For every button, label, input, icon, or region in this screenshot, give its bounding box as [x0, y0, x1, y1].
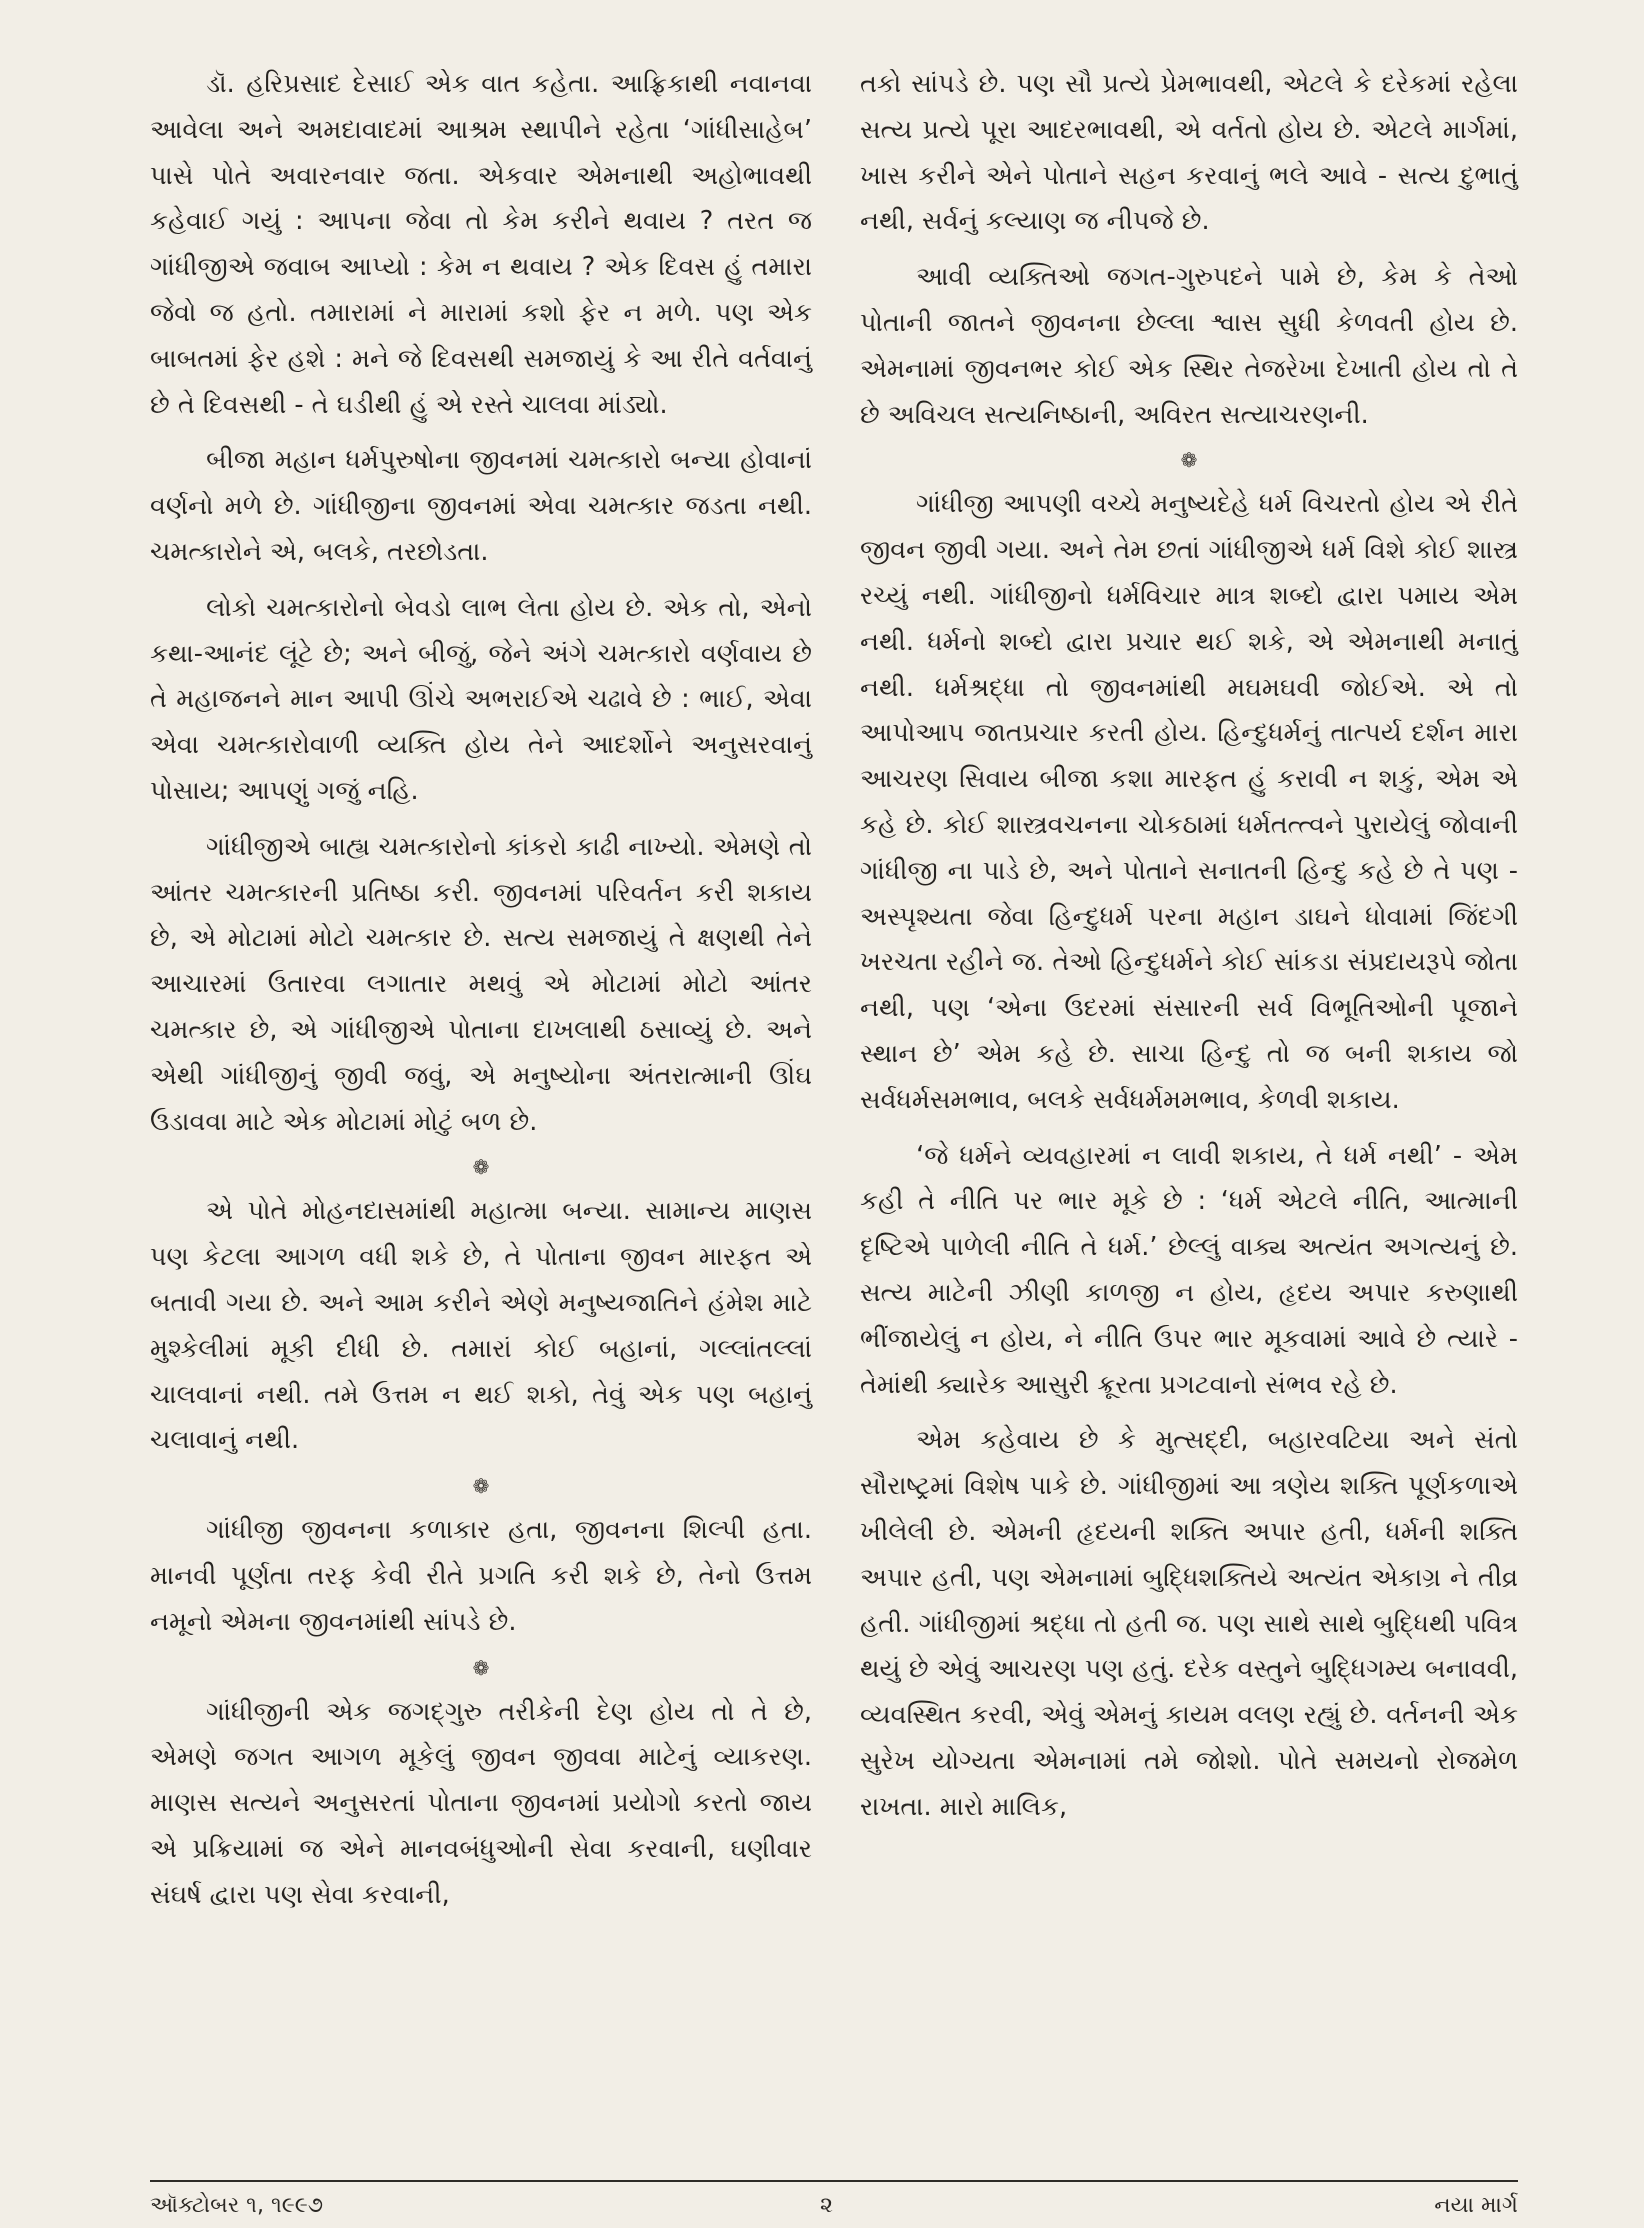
section-ornament-1: ❁	[472, 1155, 490, 1180]
left-paragraph-4: ગાંધીજીએ બાહ્ય ચમત્કારોનો કાંકરો કાઢી નાખ્યો. એમણે તો આંતર ચમત્કારની પ્રતિષ્ઠા કરી. જીવનમાં પરિવર્તન કરી શકાય છે, એ મોટામાં મોટો ચમત્કાર છે. સત્ય સમજાયું તે ક્ષણથી તેને આચારમાં ઉતારવા લગાતાર મથવું એ મોટામાં મોટો આંતર ચમત્કાર છે, એ ગાંધીજીએ પોતાના દાખલાથી ઠસાવ્યું છે. અને એથી ગાંધીજીનું જીવી જવું, એ મનુષ્યોના અંતરાત્માની ઊંઘ ઉડાવવા માટે એક મોટામાં મોટું બળ છે.	[150, 831, 812, 1137]
left-paragraph-6: ગાંધીજી જીવનના કળાકાર હતા, જીવનના શિલ્પી હતા. માનવી પૂર્ણતા તરફ કેવી રીતે પ્રગતિ કરી શકે છે, તેનો ઉત્તમ નમૂનો એમના જીવનમાંથી સાંપડે છે.	[150, 1515, 812, 1637]
right-paragraph-4: ‘જે ધર્મને વ્યવહારમાં ન લાવી શકાય, તે ધર્મ નથી’ - એમ કહી તે નીતિ પર ભાર મૂકે છે : ‘ધર્મ એટલે નીતિ, આત્માની દૃષ્ટિએ પાળેલી નીતિ તે ધર્મ.’ છેલ્લું વાક્ય અત્યંત અગત્યનું છે. સત્ય માટેની ઝીણી કાળજી ન હોય, હૃદય અપાર કરુણાથી ભીંજાયેલું ન હોય, ને નીતિ ઉપર ભાર મૂકવામાં આવે છે ત્યારે - તેમાંથી ક્યારેક આસુરી ક્રૂરતા પ્રગટવાનો સંભવ રહે છે.	[860, 1140, 1518, 1400]
left-column	[150, 62, 812, 1918]
publication-name: નયા માર્ગ	[1434, 2193, 1518, 2218]
footer-divider	[150, 2180, 1518, 2182]
left-paragraph-7: ગાંધીજીની એક જગદ્ગુરુ તરીકેની દેણ હોય તો તે છે, એમણે જગત આગળ મૂકેલું જીવન જીવવા માટેનું વ્યાકરણ. માણસ સત્યને અનુસરતાં પોતાના જીવનમાં પ્રયોગો કરતો જાય એ પ્રક્રિયામાં જ એને માનવબંધુઓની સેવા કરવાની, ઘણીવાર સંઘર્ષ દ્વારા પણ સેવા કરવાની,	[150, 1696, 812, 1910]
right-paragraph-3: ગાંધીજી આપણી વચ્ચે મનુષ્યદેહે ધર્મ વિચરતો હોય એ રીતે જીવન જીવી ગયા. અને તેમ છતાં ગાંધીજીએ ધર્મ વિશે કોઈ શાસ્ત્ર રચ્યું નથી. ગાંધીજીનો ધર્મવિચાર માત્ર શબ્દો દ્વારા પમાય એમ નથી. ધર્મનો શબ્દો દ્વારા પ્રચાર થઈ શકે, એ એમનાથી મનાતું નથી. ધર્મશ્રદ્ધા તો જીવનમાંથી મઘમઘવી જોઈએ. એ તો આપોઆપ જાતપ્રચાર કરતી હોય. હિન્દુધર્મનું તાત્પર્ય દર્શન મારા આચરણ સિવાય બીજા કશા મારફત હું કરાવી ન શકું, એમ એ કહે છે. કોઈ શાસ્ત્રવચનના ચોકઠામાં ધર્મતત્ત્વને પુરાયેલું જોવાની ગાંધીજી ના પાડે છે, અને પોતાને સનાતની હિન્દુ કહે છે તે પણ - અસ્પૃશ્યતા જેવા હિન્દુધર્મ પરના મહાન ડાઘને ધોવામાં જિંદગી ખરચતા રહીને જ. તેઓ હિન્દુધર્મને કોઈ સાંકડા સંપ્રદાયરૂપે જોતા નથી, પણ ‘એના ઉદરમાં સંસારની સર્વ વિભૂતિઓની પૂજાને સ્થાન છે’ એમ કહે છે. સાચા હિન્દુ તો જ બની શકાય જો સર્વધર્મસમભાવ, બલકે સર્વધર્મમમભાવ, કેળવી શકાય.	[860, 489, 1518, 1115]
left-paragraph-2: બીજા મહાન ધર્મપુરુષોના જીવનમાં ચમત્કારો બન્યા હોવાનાં વર્ણનો મળે છે. ગાંધીજીના જીવનમાં એવા ચમત્કાર જડતા નથી. ચમત્કારોને એ, બલકે, તરછોડતા.	[150, 445, 812, 567]
section-ornament-2: ❁	[472, 1474, 490, 1499]
footer-date: ઑક્ટોબર ૧, ૧૯૯૭	[150, 2193, 324, 2218]
right-paragraph-2: આવી વ્યક્તિઓ જગત-ગુરુપદને પામે છે, કેમ કે તેઓ પોતાની જાતને જીવનના છેલ્લા શ્વાસ સુધી કેળવતી હોય છે. એમનામાં જીવનભર કોઈ એક સ્થિર તેજરેખા દેખાતી હોય તો તે છે અવિચલ સત્યનિષ્ઠાની, અવિરત સત્યાચરણની.	[860, 262, 1518, 430]
right-column	[860, 62, 1518, 1830]
right-paragraph-5: એમ કહેવાય છે કે મુત્સદ્દી, બહારવટિયા અને સંતો સૌરાષ્ટ્રમાં વિશેષ પાકે છે. ગાંધીજીમાં આ ત્રણેય શક્તિ પૂર્ણકળાએ ખીલેલી છે. એમની હૃદયની શક્તિ અપાર હતી, ધર્મની શક્તિ અપાર હતી, પણ એમનામાં બુદ્ધિશક્તિયે અત્યંત એકાગ્ર ને તીવ્ર હતી. ગાંધીજીમાં શ્રદ્ધા તો હતી જ. પણ સાથે સાથે બુદ્ધિથી પવિત્ર થયું છે એવું આચરણ પણ હતું. દરેક વસ્તુને બુદ્ધિગમ્ય બનાવવી, વ્યવસ્થિત કરવી, એવું એમનું કાયમ વલણ રહ્યું છે. વર્તનની એક સુરેખ યોગ્યતા એમનામાં તમે જોશો. પોતે સમયનો રોજમેળ રાખતા. મારો માલિક,	[860, 1425, 1518, 1822]
page-number: ૨	[820, 2193, 833, 2218]
right-paragraph-1: તકો સાંપડે છે. પણ સૌ પ્રત્યે પ્રેમભાવથી, એટલે કે દરેકમાં રહેલા સત્ય પ્રત્યે પૂરા આદરભાવથી, એ વર્તતો હોય છે. એટલે માર્ગમાં, ખાસ કરીને એને પોતાને સહન કરવાનું ભલે આવે - સત્ય દુભાતું નથી, સર્વનું કલ્યાણ જ નીપજે છે.	[860, 69, 1518, 237]
left-paragraph-5: એ પોતે મોહનદાસમાંથી મહાત્મા બન્યા. સામાન્ય માણસ પણ કેટલા આગળ વધી શકે છે, તે પોતાના જીવન મારફત એ બતાવી ગયા છે. અને આમ કરીને એણે મનુષ્યજાતિને હંમેશ માટે મુશ્કેલીમાં મૂકી દીધી છે. તમારાં કોઈ બહાનાં, ગલ્લાંતલ્લાં ચાલવાનાં નથી. તમે ઉત્તમ ન થઈ શકો, તેવું એક પણ બહાનું ચલાવાનું નથી.	[150, 1196, 812, 1456]
left-paragraph-3: લોકો ચમત્કારોનો બેવડો લાભ લેતા હોય છે. એક તો, એનો કથા-આનંદ લૂંટે છે; અને બીજું, જેને અંગે ચમત્કારો વર્ણવાય છે તે મહાજનને માન આપી ઊંચે અભરાઈએ ચઢાવે છે : ભાઈ, એવા એવા ચમત્કારોવાળી વ્યક્તિ હોય તેને આદર્શોને અનુસરવાનું પોસાય; આપણું ગજું નહિ.	[150, 592, 812, 806]
left-paragraph-1: ડૉ. હરિપ્રસાદ દેસાઈ એક વાત કહેતા. આફ્રિકાથી નવાનવા આવેલા અને અમદાવાદમાં આશ્રમ સ્થાપીને રહેતા ‘ગાંધીસાહેબ’ પાસે પોતે અવારનવાર જતા. એકવાર એમનાથી અહોભાવથી કહેવાઈ ગયું : આપના જેવા તો કેમ કરીને થવાય ? તરત જ ગાંધીજીએ જવાબ આપ્યો : કેમ ન થવાય ? એક દિવસ હું તમારા જેવો જ હતો. તમારામાં ને મારામાં કશો ફેર ન મળે. પણ એક બાબતમાં ફેર હશે : મને જે દિવસથી સમજાયું કે આ રીતે વર્તવાનું છે તે દિવસથી - તે ઘડીથી હું એ રસ્તે ચાલવા માંડ્યો.	[150, 69, 812, 420]
section-ornament-3: ❁	[472, 1655, 490, 1680]
section-ornament-4: ❁	[1180, 448, 1198, 473]
